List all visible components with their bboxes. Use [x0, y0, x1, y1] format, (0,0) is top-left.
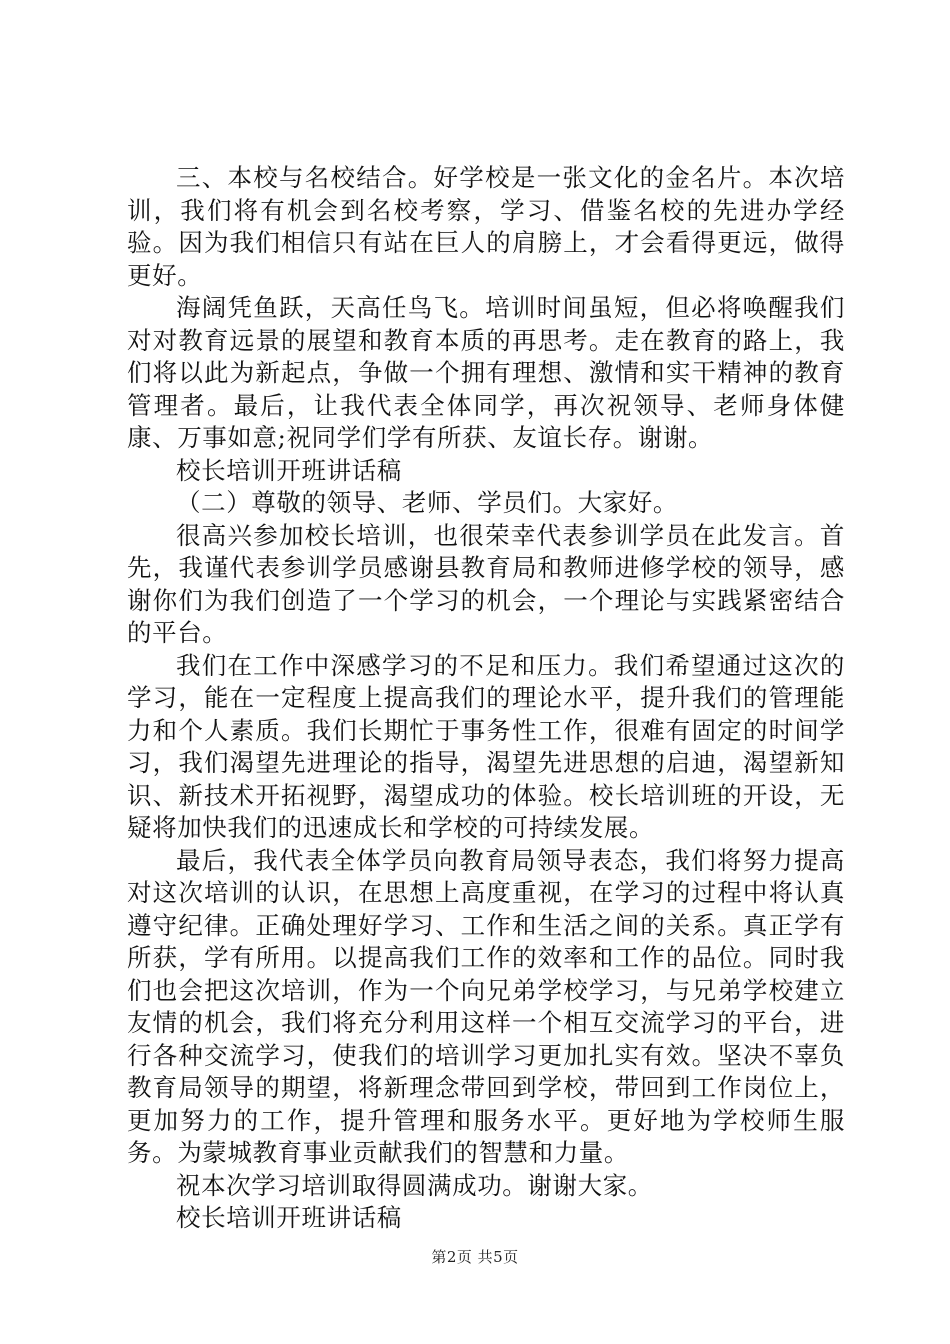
paragraph-school-cooperation: 三、本校与名校结合。好学校是一张文化的金名片。本次培训，我们将有机会到名校考察，学习、借鉴名校的先进办学经验。因为我们相信只有站在巨人的肩膀上，才会看得更远，做得更好。: [127, 163, 845, 290]
closing-wish: 祝本次学习培训取得圆满成功。谢谢大家。: [176, 1170, 653, 1200]
page-number-footer: 第2页 共5页: [431, 1248, 519, 1266]
paragraph-introduction: 很高兴参加校长培训，也很荣幸代表参训学员在此发言。首先，我谨代表参训学员感谢县教育局和教师进修学校的领导，感谢你们为我们创造了一个学习的机会，一个理论与实践紧密结合的平台。: [127, 520, 845, 647]
paragraph-training-vision: 海阔凭鱼跃，天高任鸟飞。培训时间虽短，但必将唤醒我们对对教育远景的展望和教育本质的再思考。走在教育的路上，我们将以此为新起点，争做一个拥有理想、激情和实干精神的教育管理者。最后，让我代表全体同学，再次祝领导、老师身体健康、万事如意;祝同学们学有所获、友谊长存。谢谢。: [127, 293, 845, 452]
section-title: 校长培训开班讲话稿: [176, 455, 402, 485]
paragraph-learning-needs: 我们在工作中深感学习的不足和压力。我们希望通过这次的学习，能在一定程度上提高我们的理论水平，提升我们的管理能力和个人素质。我们长期忙于事务性工作，很难有固定的时间学习，我们渴望先进理论的指导，渴望先进思想的启迪，渴望新知识、新技术开拓视野，渴望成功的体验。校长培训班的开设，无疑将加快我们的迅速成长和学校的可持续发展。: [127, 650, 845, 842]
paragraph-commitment: 最后，我代表全体学员向教育局领导表态，我们将努力提高对这次培训的认识，在思想上高度重视，在学习的过程中将认真遵守纪律。正确处理好学习、工作和生活之间的关系。真正学有所获，学有所用。以提高我们工作的效率和工作的品位。同时我们也会把这次培训，作为一个向兄弟学校学习，与兄弟学校建立友情的机会，我们将充分利用这样一个相互交流学习的平台，进行各种交流学习，使我们的培训学习更加扎实有效。坚决不辜负教育局领导的期望，将新理念带回到学校，带回到工作岗位上，更加努力的工作，提升管理和服务水平。更好地为学校师生服务。为蒙城教育事业贡献我们的智慧和力量。: [127, 845, 845, 1167]
document-body: [127, 162, 845, 1235]
section-title-repeat: 校长培训开班讲话稿: [176, 1203, 402, 1232]
greeting-line: （二）尊敬的领导、老师、学员们。大家好。: [176, 488, 678, 517]
